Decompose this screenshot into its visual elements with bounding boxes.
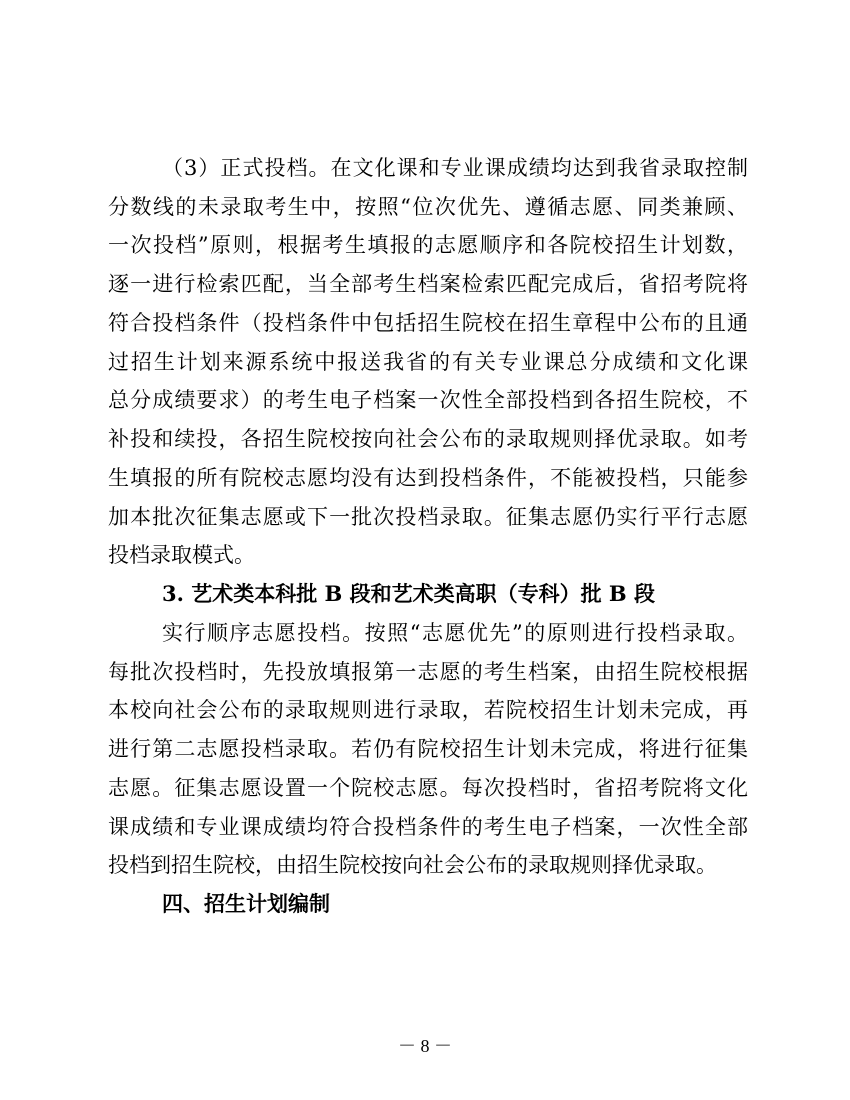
section-heading: 四、招生计划编制 [162, 891, 330, 916]
paragraph-line: 投档录取模式。 [108, 543, 255, 567]
paragraph-line: 符合投档条件（投档条件中包括招生院校在招生章程中公布的且通 [108, 311, 748, 335]
paragraph-line: 投档到招生院校，由招生院校按向社会公布的录取规则择优录取。 [108, 853, 717, 877]
paragraph-line: 每批次投档时，先投放填报第一志愿的考生档案，由招生院校根据 [108, 660, 748, 684]
paragraph-line: （3）正式投档。在文化课和专业课成绩均达到我省录取控制 [162, 156, 748, 180]
page-number: － 8 － [398, 1036, 452, 1056]
paragraph-line: 志愿。征集志愿设置一个院校志愿。每次投档时，省招考院将文化 [108, 776, 748, 800]
section-heading: 3. 艺术类本科批 B 段和艺术类高职（专科）批 B 段 [162, 581, 655, 606]
paragraph-line: 本校向社会公布的录取规则进行录取，若院校招生计划未完成，再 [108, 698, 748, 722]
paragraph-line: 总分成绩要求）的考生电子档案一次性全部投档到各招生院校，不 [108, 388, 748, 412]
paragraph-line: 加本批次征集志愿或下一批次投档录取。征集志愿仍实行平行志愿 [108, 505, 748, 529]
paragraph-line: 进行第二志愿投档录取。若仍有院校招生计划未完成，将进行征集 [108, 737, 748, 761]
paragraph-line: 补投和续投，各招生院校按向社会公布的录取规则择优录取。如考 [108, 427, 748, 451]
paragraph-line: 过招生计划来源系统中报送我省的有关专业课总分成绩和文化课 [108, 350, 748, 374]
paragraph-line: 实行顺序志愿投档。按照“志愿优先”的原则进行投档录取。 [162, 621, 748, 645]
paragraph-line: 逐一进行检索匹配，当全部考生档案检索匹配完成后，省招考院将 [108, 272, 748, 296]
paragraph-line: 生填报的所有院校志愿均没有达到投档条件，不能被投档，只能参 [108, 466, 748, 490]
paragraph-line: 课成绩和专业课成绩均符合投档条件的考生电子档案，一次性全部 [108, 815, 748, 839]
paragraph-line: 一次投档”原则，根据考生填报的志愿顺序和各院校招生计划数， [108, 233, 748, 257]
paragraph-line: 分数线的未录取考生中，按照“位次优先、遵循志愿、同类兼顾、 [108, 195, 748, 219]
